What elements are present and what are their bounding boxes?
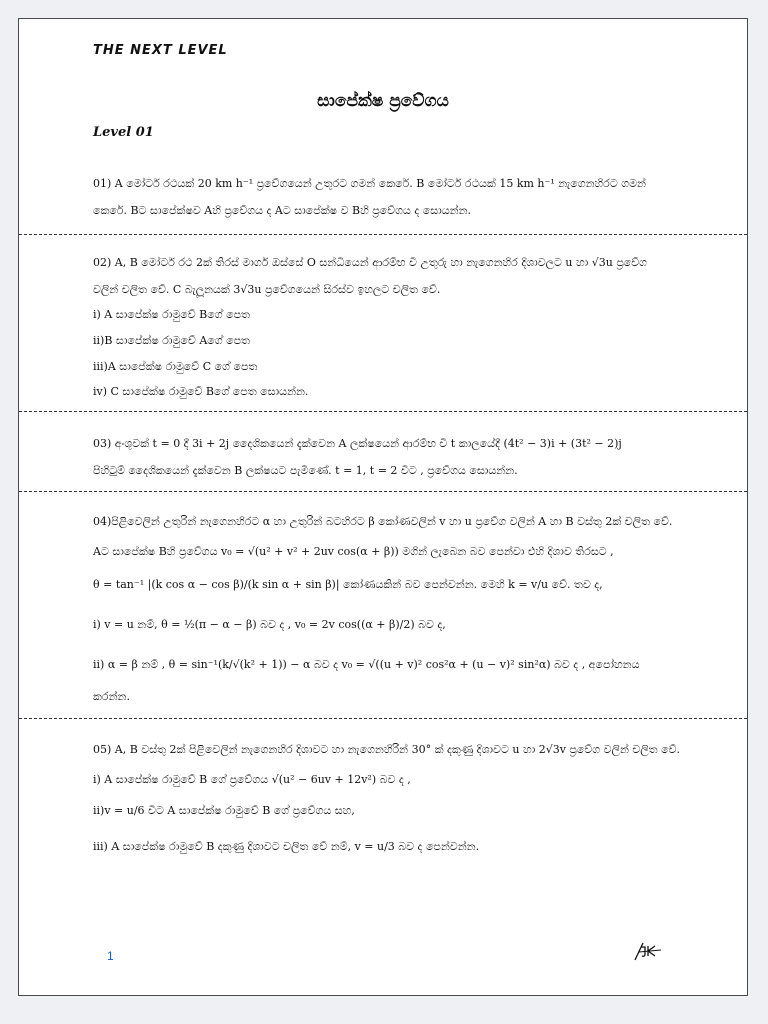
q4-line-6: කරන්න.: [93, 690, 130, 703]
q4-line-3: θ = tan⁻¹ |(k cos α − cos β)/(k sin α + sin β)| කෝණයකින් බව පෙන්වන්න. මෙහි k = v/u වේ. තව ද,: [93, 578, 603, 591]
q3-line-2: පිහිටුම් දෛශිකයෙන් දැක්වෙන B ලක්ෂයට පැමිණේ. t = 1, t = 2 විට , ප්‍රවේගය සොයන්න.: [93, 464, 518, 477]
question-separator: [19, 234, 747, 235]
document-page: [18, 18, 748, 996]
q2-line-5: iii)A සාපේක්ෂ රාමුවේ C ගේ පෙත: [93, 360, 258, 373]
q3-line-1: 03) අංශුවක් t = 0 දී 3i + 2j දෛශිකයෙන් දැක්වෙන A ලක්ෂයෙන් ආරම්භ වී t කාලයේදී (4t² − 3)i + (3t² − 2)j: [93, 437, 622, 450]
q4-line-1: 04)පිළිවෙලින් උතුරින් නැගෙනහිරට α හා උතුරින් බටහිරට β කෝණවලින් v හා u ප්‍රවේග වලින් A හා B වස්තු 2ක් චලිත වේ.: [93, 515, 673, 528]
q2-line-1: 02) A, B මෝටර් රථ 2ක් තිරස් මාර්ග ඔස්සේ O සන්ධියෙන් ආරම්භ වී උතුරු හා නැගෙනහිර දිශාවලට u හා √3u ප්‍රවේග: [93, 256, 648, 269]
brand-header: THE NEXT LEVEL: [93, 43, 228, 58]
q2-line-2: වලින් චලිත වේ. C බැලූනයක් 3√3u ප්‍රවේගයෙන් සිරස්ව ඉහලට චලිත වේ.: [93, 283, 441, 296]
q1-line-1: 01) A මෝටර් රථයක් 20 km h⁻¹ ප්‍රවේගයෙන් උතුරට ගමන් කෙරේ. B මෝටර් රථයක් 15 km h⁻¹ නැගෙනහිරට ගමන්: [93, 177, 646, 190]
q2-line-6: iv) C සාපේක්ෂ රාමුවේ Bගේ පෙත සොයන්න.: [93, 385, 309, 398]
page-title: සාපේක්ෂ ප්‍රවේගය: [317, 91, 449, 111]
signature-logo: [633, 941, 665, 965]
level-label: Level 01: [93, 125, 154, 140]
question-separator: [19, 411, 747, 412]
q5-line-1: 05) A, B වස්තු 2ක් පිළිවෙලින් නැගෙනහිර දිශාවට හා නැගෙනහිරින් 30° ක් දකුණු දිශාවට u හා 2√3v ප්‍රවේග වලින් චලිත වේ.: [93, 743, 681, 756]
page-number: 1: [107, 949, 114, 963]
q1-line-2: කෙරේ. Bට සාපේක්ෂව Aහි ප්‍රවේගය ද Aට සාපේක්ෂ ව Bහි ප්‍රවේගය ද සොයන්න.: [93, 204, 472, 217]
q2-line-3: i) A සාපේක්ෂ ‍රාමුවේ Bගේ පෙත: [93, 308, 250, 321]
q4-line-2: Aට සාපේක්ෂ Bහි ප්‍රවේගය v₀ = √(u² + v² + 2uv cos(α + β)) මගින් ලැබෙන බව පෙන්වා එහි දිශාව තිරසට ,: [93, 545, 614, 558]
q5-line-2: i) A සාපේක්ෂ රාමුවේ B ගේ ප්‍රවේගය √(u² − 6uv + 12v²) බව ද ,: [93, 773, 411, 786]
q2-line-4: ii)B සාපේක්ෂ රාමුවේ Aගේ පෙත: [93, 334, 250, 347]
level-heading: [93, 125, 154, 140]
q4-line-4: i) v = u නම්, θ = ½(π − α − β) බව ද , v₀ = 2v cos((α + β)/2) බව ද,: [93, 618, 446, 631]
question-separator: [19, 718, 747, 719]
question-separator: [19, 491, 747, 492]
q5-line-3: ii)v = u/6 විට A සාපේක්ෂ රාමුවේ B ගේ ප්‍රවේගය සහ,: [93, 804, 355, 817]
q4-line-5: ii) α = β නම් , θ = sin⁻¹(k/√(k² + 1)) − α බව ද v₀ = √((u + v)² cos²α + (u − v)² sin²α) බව ද , අපෝහනය: [93, 658, 640, 671]
q5-line-4: iii) A සාපේක්ෂ රාමුවේ B දකුණු දිශාවට චලිත වේ නම්, v = u/3 බව ද පෙන්වන්න.: [93, 840, 480, 853]
